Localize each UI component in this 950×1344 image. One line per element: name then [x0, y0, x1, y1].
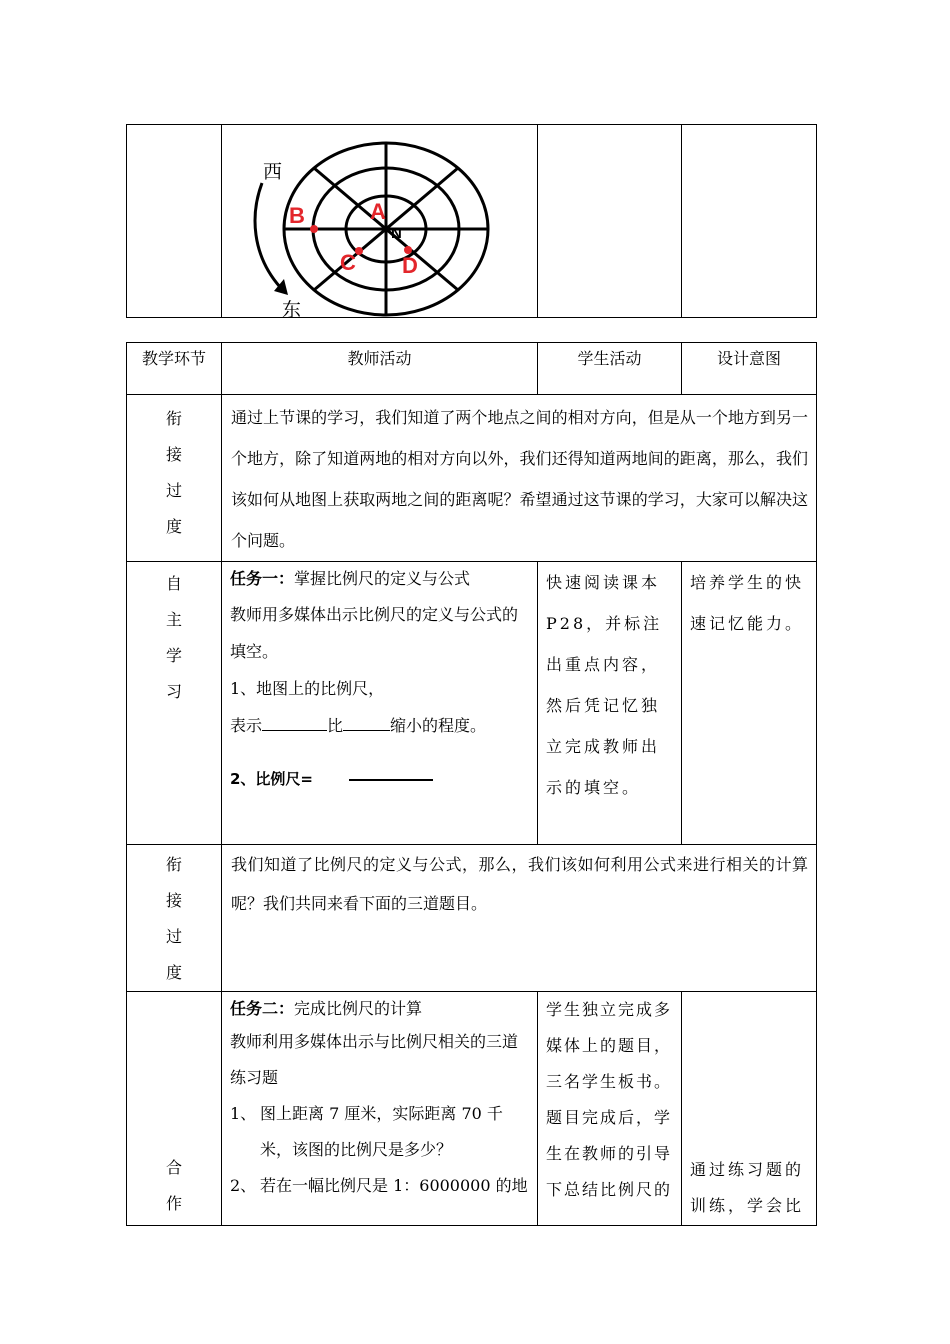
task-intro: 教师利用多媒体出示与比例尺相关的三道练习题 — [230, 1032, 519, 1087]
teacher-activity-text: 通过上节课的学习，我们知道了两个地点之间的相对方向，但是从一个地方到另一个地方，除了知道两地的相对方向以外，我们还得知道两地间的距离，那么，我们该如何从地图上获取两地之间的距离呢？希望通过这节课的学习，大家可以解决这个问题。 — [222, 395, 817, 562]
blank-2 — [343, 712, 390, 731]
header-teacher: 教师活动 — [222, 343, 538, 395]
point-a-label: A — [370, 199, 386, 224]
header-stage: 教学环节 — [127, 343, 222, 395]
header-student: 学生活动 — [538, 343, 682, 395]
diagram-table — [126, 124, 817, 321]
center-n-label: N — [391, 225, 402, 242]
student-activity-text: 学生独立完成多媒体上的题目，三名学生板书。题目完成后，学生在教师的引导下总结比例尺的 — [538, 992, 682, 1226]
teacher-activity-text: 我们知道了比例尺的定义与公式，那么，我们该如何利用公式来进行相关的计算呢？我们共同来看下面的三道题目。 — [222, 845, 817, 992]
teacher-activity-cell — [222, 562, 538, 845]
fill-item-1b: 表示 比 缩小的程度。 — [230, 707, 530, 744]
diagram-cell — [222, 125, 538, 321]
task-intro: 教师用多媒体出示比例尺的定义与公式的填空。 — [230, 605, 519, 661]
west-label: 西 — [263, 161, 283, 183]
east-label: 东 — [282, 299, 302, 321]
teacher-activity-cell — [222, 992, 538, 1226]
blank-1 — [262, 712, 327, 731]
diagram-empty-cell-4 — [682, 125, 817, 318]
point-b-marker — [310, 225, 318, 233]
table-row-transition-1 — [127, 395, 817, 562]
table-row-self-study — [127, 562, 817, 845]
diagram-empty-cell-3 — [538, 125, 682, 318]
table-header-row — [127, 343, 817, 395]
lesson-plan-table — [126, 342, 817, 1226]
stage-cell: 合 作 — [127, 992, 222, 1226]
fraction-line — [349, 779, 433, 781]
table-row-cooperation — [127, 992, 817, 1226]
diagram-empty-cell-1 — [127, 125, 222, 318]
stage-cell: 衔 接 过 度 — [127, 395, 222, 562]
student-activity-text: 快速阅读课本P28，并标注出重点内容，然后凭记忆独立完成教师出示的填空。 — [538, 562, 682, 845]
design-intent-text: 培养学生的快速记忆能力。 — [682, 562, 817, 845]
fill-item-1: 1、地图上的比例尺， — [230, 679, 385, 698]
stage-cell: 衔 接 过 度 — [127, 845, 222, 992]
task-heading: 任务二：完成比例尺的计算 — [230, 999, 423, 1018]
point-d-label: D — [402, 253, 418, 278]
question-1: 1、 图上距离 7 厘米，实际距离 70 千米，该图的比例尺是多少？ — [230, 1104, 503, 1159]
header-design: 设计意图 — [682, 343, 817, 395]
point-c-label: C — [340, 250, 356, 275]
fill-item-2: 2、比例尺= — [230, 764, 530, 794]
design-intent-text: 通过练习题的训练，学会比 — [682, 992, 817, 1226]
center-point — [383, 226, 389, 232]
stage-cell: 自 主 学 习 — [127, 562, 222, 845]
point-c-marker — [355, 247, 363, 255]
table-row-transition-2 — [127, 845, 817, 992]
task-heading: 任务一：掌握比例尺的定义与公式 — [230, 569, 471, 588]
point-b-label: B — [289, 203, 305, 228]
question-2: 2、 若在一幅比例尺是 1：6000000 的地 — [230, 1176, 528, 1195]
